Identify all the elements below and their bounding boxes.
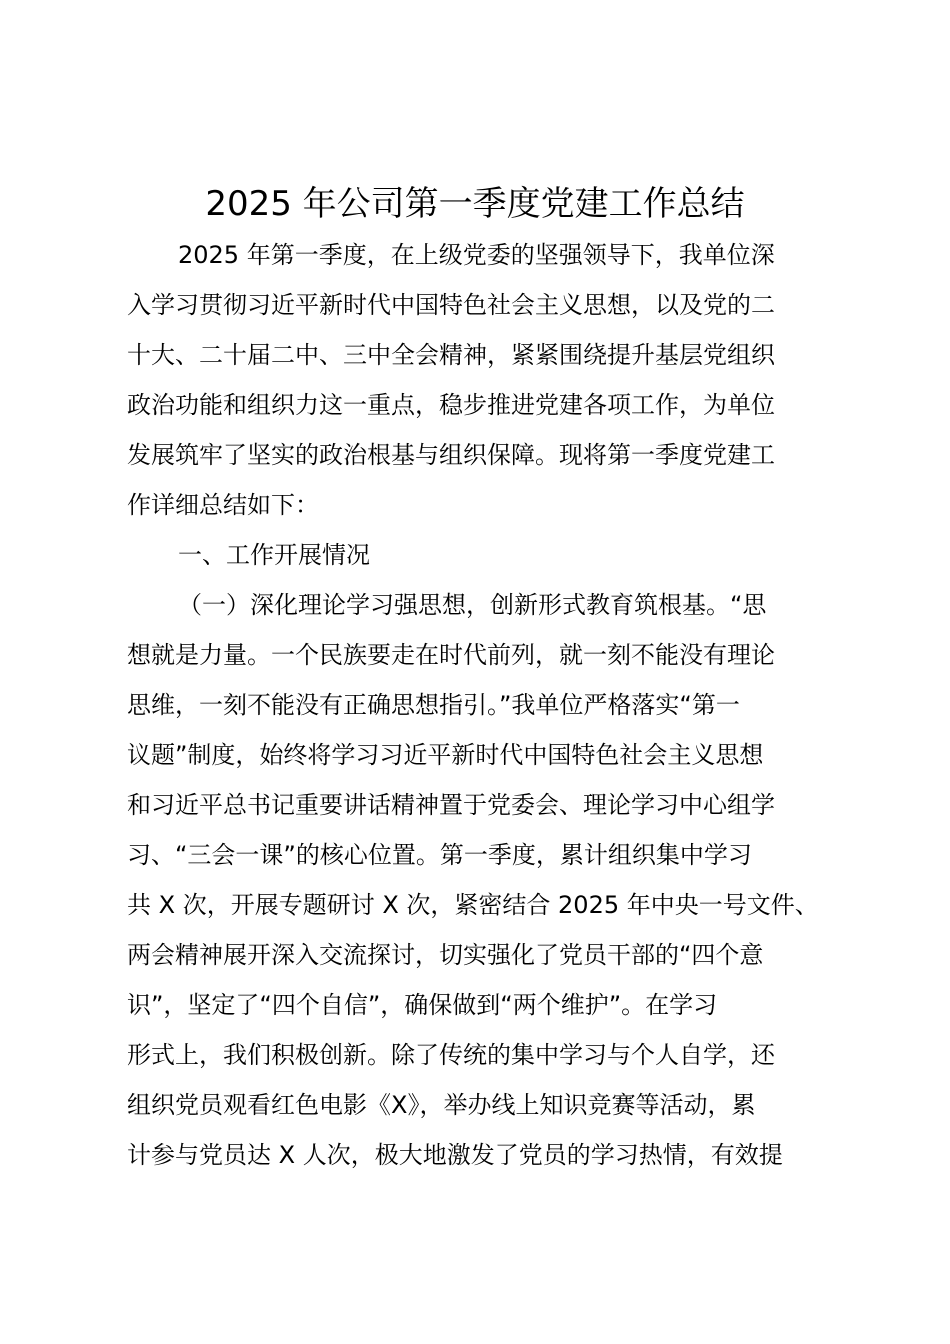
paragraph-line: 议题”制度，始终将学习习近平新时代中国特色社会主义思想: [127, 741, 764, 769]
paragraph-line: 组织党员观看红色电影《X》，举办线上知识竞赛等活动，累: [127, 1091, 756, 1119]
paragraph-line: 计参与党员达 X 人次，极大地激发了党员的学习热情，有效提: [127, 1141, 783, 1169]
paragraph-line: 习、“三会一课”的核心位置。第一季度，累计组织集中学习: [127, 841, 752, 869]
paragraph-line: 政治功能和组织力这一重点，稳步推进党建各项工作，为单位: [127, 391, 775, 419]
document-title: 2025 年公司第一季度党建工作总结: [205, 184, 745, 224]
paragraph-line: 想就是力量。一个民族要走在时代前列，就一刻不能没有理论: [127, 641, 775, 669]
paragraph-line: 入学习贯彻习近平新时代中国特色社会主义思想，以及党的二: [127, 291, 775, 319]
paragraph-line: 形式上，我们积极创新。除了传统的集中学习与个人自学，还: [127, 1041, 775, 1069]
paragraph-line: （一）深化理论学习强思想，创新形式教育筑根基。“思: [178, 591, 767, 619]
paragraph-line: 作详细总结如下：: [127, 491, 319, 519]
paragraph-line: 十大、二十届二中、三中全会精神，紧紧围绕提升基层党组织: [127, 341, 775, 369]
paragraph-line: 2025 年第一季度，在上级党委的坚强领导下，我单位深: [178, 241, 775, 269]
paragraph-line: 识”，坚定了“四个自信”，确保做到“两个维护”。在学习: [127, 991, 718, 1019]
paragraph-line: 共 X 次，开展专题研讨 X 次，紧密结合 2025 年中央一号文件、: [127, 891, 819, 919]
paragraph-line: 发展筑牢了坚实的政治根基与组织保障。现将第一季度党建工: [127, 441, 775, 469]
paragraph-line: 思维，一刻不能没有正确思想指引。”我单位严格落实“第一: [127, 691, 740, 719]
paragraph-line: 和习近平总书记重要讲话精神置于党委会、理论学习中心组学: [127, 791, 775, 819]
paragraph-line: 两会精神展开深入交流探讨，切实强化了党员干部的“四个意: [127, 941, 764, 969]
section-heading: 一、工作开展情况: [178, 541, 370, 569]
